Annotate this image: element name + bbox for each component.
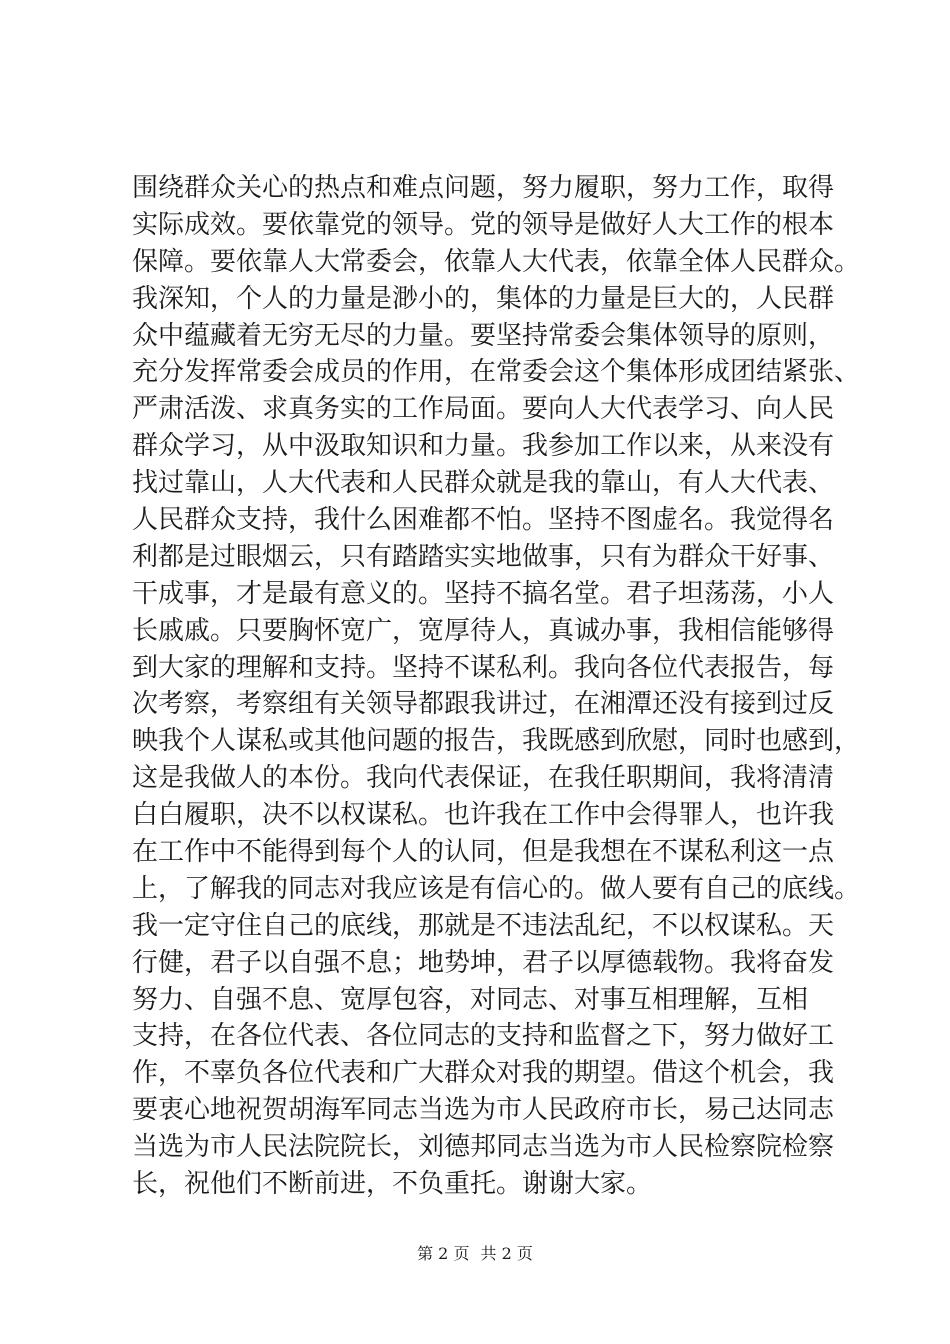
text-line: 干成事，才是最有意义的。坚持不搞名堂。君子坦荡荡，小人 (132, 578, 835, 609)
text-line: 作，不辜负各位代表和广大群众对我的期望。借这个机会，我 (132, 1058, 835, 1089)
text-line: 支持，在各位代表、各位同志的支持和监督之下，努力做好工 (132, 1021, 835, 1052)
text-line: 我一定守住自己的底线，那就是不违法乱纪，不以权谋私。天 (132, 910, 835, 941)
text-line: 白白履职，决不以权谋私。也许我在工作中会得罪人，也许我 (132, 800, 835, 831)
text-line: 上，了解我的同志对我应该是有信心的。做人要有自己的底线。 (132, 873, 861, 904)
text-line: 人民群众支持，我什么困难都不怕。坚持不图虚名。我觉得名 (132, 505, 835, 536)
text-line: 围绕群众关心的热点和难点问题，努力履职，努力工作，取得 (132, 173, 835, 203)
text-line: 这是我做人的本份。我向代表保证，在我任职期间，我将清清 (132, 763, 835, 794)
text-line: 行健，君子以自强不息；地势坤，君子以厚德载物。我将奋发 (132, 947, 835, 978)
text-line: 长戚戚。只要胸怀宽广，宽厚待人，真诚办事，我相信能够得 (132, 615, 835, 646)
text-line: 群众学习，从中汲取知识和力量。我参加工作以来，从来没有 (132, 431, 835, 462)
text-line: 次考察，考察组有关领导都跟我讲过，在湘潭还没有接到过反 (132, 689, 835, 720)
text-line: 要衷心地祝贺胡海军同志当选为市人民政府市长，易己达同志 (132, 1095, 835, 1126)
text-line: 我深知，个人的力量是渺小的，集体的力量是巨大的，人民群 (132, 283, 835, 314)
text-line: 找过靠山，人大代表和人民群众就是我的靠山，有人大代表、 (132, 468, 835, 499)
text-line: 严肃活泼、求真务实的工作局面。要向人大代表学习、向人民 (132, 394, 835, 425)
body-text (132, 170, 861, 1203)
text-line: 充分发挥常委会成员的作用，在常委会这个集体形成团结紧张、 (132, 357, 861, 388)
text-line: 努力、自强不息、宽厚包容，对同志、对事互相理解，互相 (132, 984, 809, 1015)
text-line: 保障。要依靠人大常委会，依靠人大代表，依靠全体人民群众。 (132, 246, 861, 277)
text-line: 在工作中不能得到每个人的认同，但是我想在不谋私利这一点 (132, 837, 835, 868)
page-total: 共 2 页 (480, 1244, 533, 1263)
page-number: 第 2 页 (417, 1244, 470, 1263)
text-line: 利都是过眼烟云，只有踏踏实实地做事，只有为群众干好事、 (132, 541, 835, 572)
text-line: 到大家的理解和支持。坚持不谋私利。我向各位代表报告，每 (132, 652, 835, 683)
text-line: 映我个人谋私或其他问题的报告，我既感到欣慰，同时也感到， (132, 726, 861, 757)
page-footer (0, 1243, 950, 1265)
text-line: 众中蕴藏着无穷无尽的力量。要坚持常委会集体领导的原则， (132, 320, 835, 351)
text-line: 实际成效。要依靠党的领导。党的领导是做好人大工作的根本 (132, 209, 835, 240)
text-line: 当选为市人民法院院长，刘德邦同志当选为市人民检察院检察 (132, 1132, 835, 1163)
text-line: 长，祝他们不断前进，不负重托。谢谢大家。 (132, 1169, 653, 1200)
